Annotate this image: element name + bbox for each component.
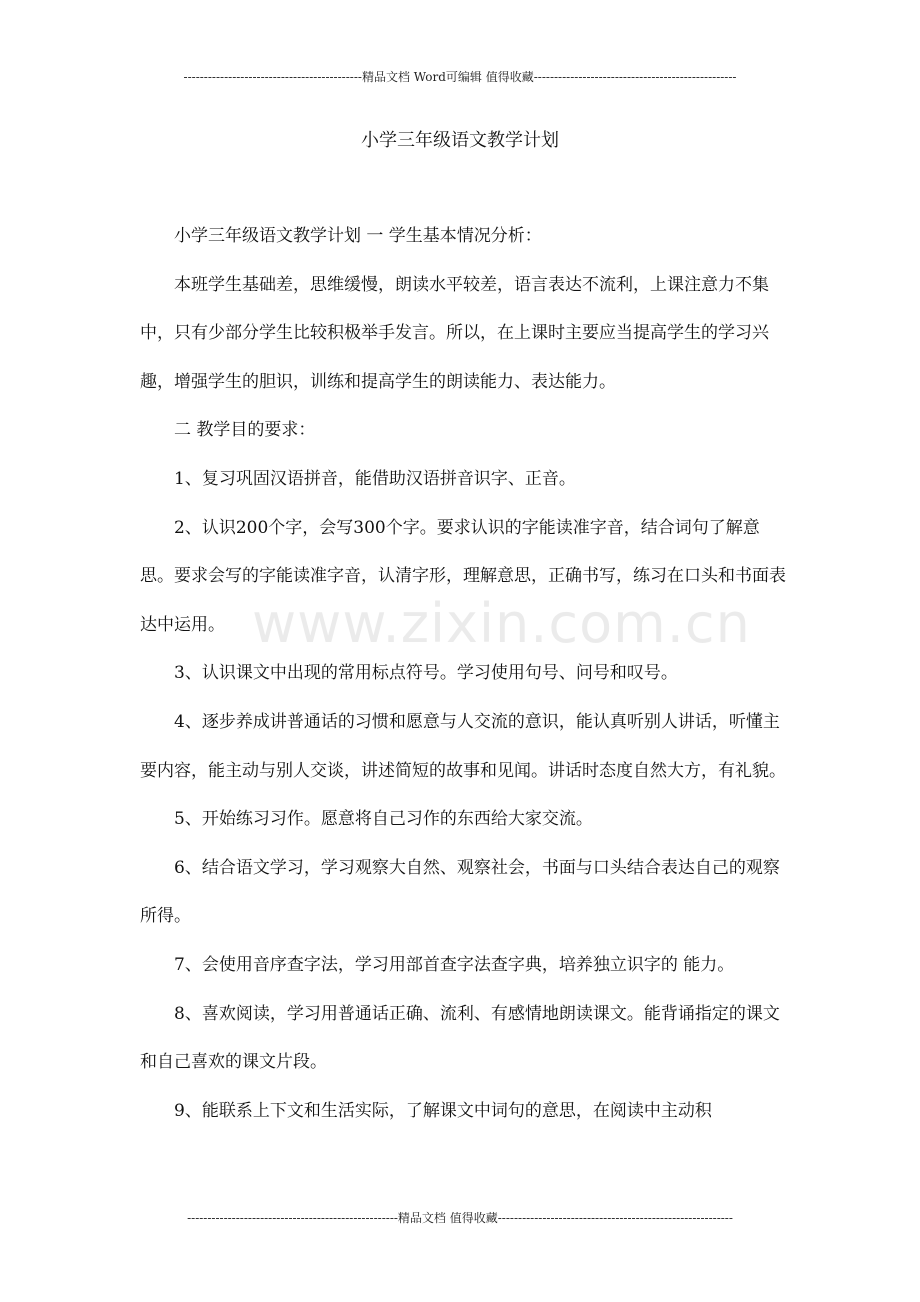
header-divider: --------------------------------------------精品文档 Word可编辑 值得收藏-------------------------------------------------- (183, 70, 737, 84)
paragraph-goal-5: 5、开始练习习作。愿意将自己习作的东西给大家交流。 (174, 809, 593, 830)
paragraph-goal-1: 1、复习巩固汉语拼音，能借助汉语拼音识字、正音。 (174, 468, 576, 489)
footer-divider: ----------------------------------------------------精品文档 值得收藏---------------------------------------------------------- (187, 1211, 733, 1225)
paragraph-goal-3: 3、认识课文中出现的常用标点符号。学习使用句号、问号和叹号。 (174, 663, 678, 684)
document-title: 小学三年级语文教学计划 (361, 130, 559, 151)
watermark: www.zixin.com.cn (252, 592, 751, 655)
document-body (140, 212, 790, 1135)
paragraph-goal-4: 4、逐步养成讲普通话的习惯和愿意与人交流的意识，能认真听别人讲话，听懂主要内容，能主动与别人交谈，讲述简短的故事和见闻。讲话时态度自然大方，有礼貌。 (140, 711, 786, 781)
paragraph-goal-8: 8、喜欢阅读，学习用普通话正确、流利、有感情地朗读课文。能背诵指定的课文和自己喜欢的课文片段。 (140, 1003, 780, 1073)
paragraph-goal-6: 6、结合语文学习，学习观察大自然、观察社会，书面与口头结合表达自己的观察所得。 (140, 857, 780, 927)
paragraph-goal-9: 9、能联系上下文和生活实际，了解课文中词句的意思，在阅读中主动积 (174, 1100, 712, 1121)
paragraph-student-analysis: 本班学生基础差，思维缓慢，朗读水平较差，语言表达不流利，上课注意力不集中，只有少部分学生比较积极举手发言。所以，在上课时主要应当提高学生的学习兴趣，增强学生的胆识，训练和提高学生的朗读能力、表达能力。 (140, 274, 769, 392)
paragraph-goal-2: 2、认识200个字，会写300个字。要求认识的字能读准字音，结合词句了解意思。要求会写的字能读准字音，认清字形，理解意思，正确书写，练习在口头和书面表达中运用。 (140, 517, 786, 635)
paragraph-section-heading: 二 教学目的要求： (174, 420, 316, 441)
paragraph-goal-7: 7、会使用音序查字法，学习用部首查字法查字典，培养独立识字的 能力。 (174, 954, 735, 975)
paragraph-intro: 小学三年级语文教学计划 一 学生基本情况分析： (174, 226, 542, 246)
